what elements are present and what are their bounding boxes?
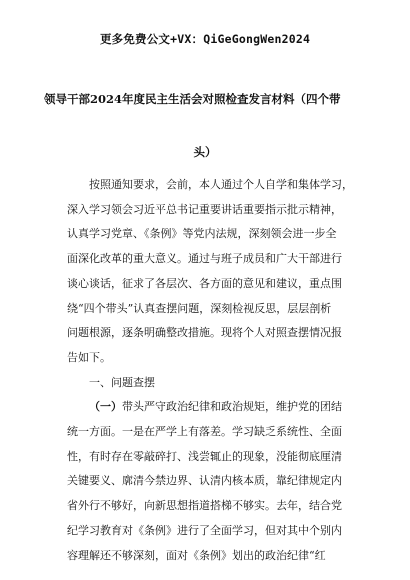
item-1-paragraph xyxy=(67,395,354,568)
body-line: 统一方面。一是在严学上有落差。学习缺乏系统性、全面 xyxy=(67,425,342,439)
body-line: 认真学习党章、《条例》等党内法规，深刻领会进一步全 xyxy=(67,227,337,241)
section-heading xyxy=(67,371,354,396)
body-line: 告如下。 xyxy=(67,350,111,364)
document-body xyxy=(67,173,354,568)
body-line: 容理解还不够深刻，面对《条例》划出的政治纪律“红 xyxy=(67,548,326,562)
header-watermark: 更多免费公文+VX：QiGeGongWen2024 xyxy=(99,32,311,46)
body-line: 绕“四个带头”认真查摆问题，深刻检视反思，层层剖析 xyxy=(67,301,332,315)
body-line: 按照通知要求，会前，本人通过个人自学和集体学习， xyxy=(89,178,353,191)
body-line: 性，有时存在零敲碎打、浅尝辄止的现象，没能彻底厘清 xyxy=(67,449,342,463)
document-title xyxy=(44,73,366,179)
intro-paragraph xyxy=(67,173,354,371)
body-line: 深入学习领会习近平总书记重要讲话重要指示批示精神， xyxy=(67,202,342,216)
section-heading-text: 一、问题查摆 xyxy=(89,375,155,389)
body-line: 谈心谈话，征求了各层次、各方面的意见和建议，重点围 xyxy=(67,276,342,290)
item-1-text: 带头严守政治纪律和政治规矩，维护党的团结 xyxy=(122,400,342,414)
body-line: 关键要义、廓清今禁边界、认清内核本质，靠纪律规定内 xyxy=(67,474,342,488)
body-line: 问题根源，逐条明确整改措施。现将个人对照查摆情况报 xyxy=(67,326,342,340)
title-line-2: 头） xyxy=(193,145,217,159)
body-line: 纪学习教育对《条例》进行了全面学习，但对其中个别内 xyxy=(67,523,342,537)
body-line: 省外行不够好，向新思想指道搭梯不够实。去年，结合党 xyxy=(67,499,342,513)
body-line: 面深化改革的重大意义。通过与班子成员和广大干部进行 xyxy=(67,252,342,266)
title-line-1: 领导干部2024年度民主生活会对照检查发言材料（四个带 xyxy=(44,92,341,106)
body-line xyxy=(67,395,354,420)
item-1-lead: （一） xyxy=(89,400,122,414)
